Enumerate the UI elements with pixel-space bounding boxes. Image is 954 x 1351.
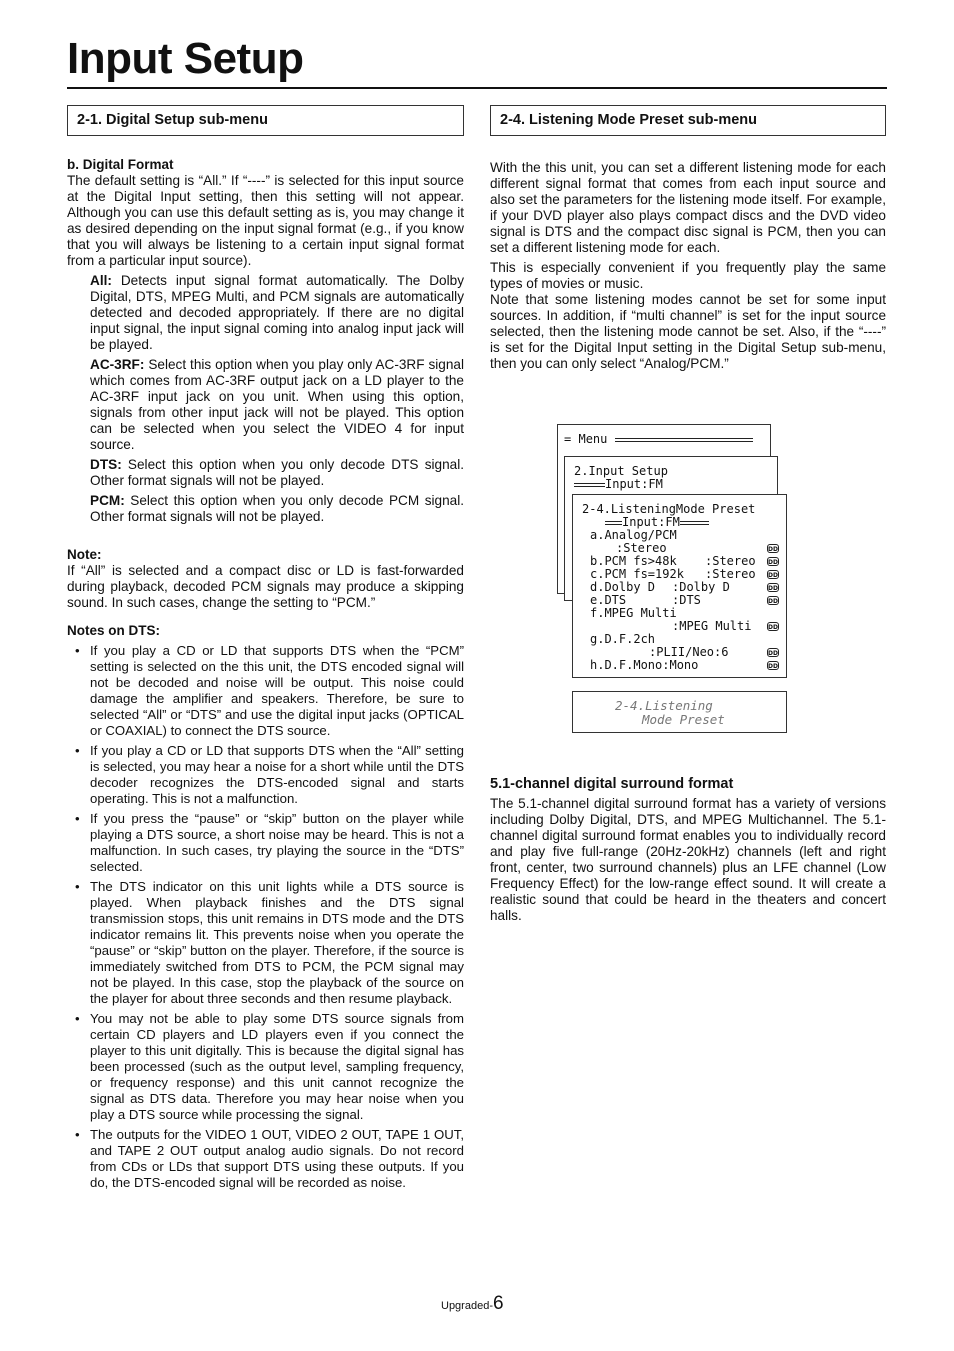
- dts-note-item: [67, 811, 464, 875]
- osd-row-dts: e.DTS: [590, 593, 627, 607]
- dolby-digital-icon: DD: [768, 546, 778, 553]
- dts-note-text: If you play a CD or LD that supports DTS when the “PCM” setting is selected on the this unit, the DTS encoded signal will not be decoded and noise will be output. This noise could damage the amplifier and speakers. Therefore, be sure to selected “All” or “DTS” and use the digital input jacks (OPTICAL or COAXIAL) to connect the DTS source.: [90, 643, 464, 738]
- option-pcm: [90, 493, 464, 525]
- surround-text: The 5.1-channel digital surround format has a variety of versions including Dolby Digital, DTS, and MPEG Multichannel. The 5.1- channel digital surround format enables you to individually record and play five full-range (20Hz-20kHz) channels (left and right front, center, two surround channels) plus an LFE channel (Low Frequency Effect) for the low-range effect sound. It will create a realistic sound that could be heard in the theaters and concert halls.: [490, 796, 886, 923]
- display-line-2: Mode Preset: [642, 712, 725, 727]
- dts-notes-heading: Notes on DTS:: [67, 623, 160, 638]
- dts-note-item: [67, 879, 464, 1007]
- intro-paragraph-2: This is especially convenient if you frequently play the same types of movies or music.: [490, 260, 886, 291]
- page-number: 6: [492, 1293, 504, 1314]
- dts-note-item: [67, 643, 464, 739]
- dolby-digital-icon: DD: [768, 585, 778, 592]
- osd-listening-preset-screen: [572, 494, 787, 678]
- osd-preset-title: 2-4.ListeningMode Preset: [582, 502, 756, 516]
- dolby-digital-icon: DD: [768, 663, 778, 670]
- osd-row-pcm-192k: c.PCM fs=192k: [590, 567, 684, 581]
- dts-note-text: You may not be able to play some DTS source signals from certain CD players and LD players even if you connect the player to this unit digitally. This is because the digital signal has been processed (such as the output level, sampling frequency, or frequency response) and this unit cannot recognize the signal as DTS data. Therefore you may hear noise when you play a DTS source while processing the signal.: [90, 1011, 464, 1122]
- osd-row-label: h.D.F.Mono: [590, 658, 663, 672]
- osd-row-mpeg-multi: f.MPEG Multi: [590, 606, 677, 620]
- option-term: DTS:: [90, 457, 122, 472]
- option-ac3rf: [90, 357, 464, 453]
- osd-row-value: :DTS: [672, 593, 701, 607]
- osd-row-value: :MPEG Multi: [672, 619, 752, 633]
- osd-input-setup-source: [574, 478, 663, 491]
- page-footer: [441, 1293, 504, 1315]
- osd-row-df-2ch: g.D.F.2ch: [590, 632, 656, 646]
- option-dts: [90, 457, 464, 489]
- option-text: Select this option when you only decode DTS signal. Other format signals will not be played.: [90, 457, 464, 488]
- input-source: Input:FM: [622, 515, 680, 529]
- digital-setup-section-header: [67, 105, 464, 136]
- option-term: All:: [90, 273, 112, 288]
- bullet-icon: •: [75, 743, 80, 758]
- osd-row-analog-pcm: a.Analog/PCM: [590, 528, 677, 542]
- front-display: [572, 691, 787, 733]
- note-heading: Note:: [67, 547, 102, 562]
- osd-menu-title: [564, 433, 753, 446]
- double-rule: [574, 483, 605, 487]
- dolby-digital-icon: DD: [768, 650, 778, 657]
- osd-row-dolby-d: d.Dolby D: [590, 580, 656, 594]
- bullet-icon: •: [75, 879, 80, 894]
- osd-row-value: :Mono: [662, 658, 699, 672]
- bullet-icon: •: [75, 1127, 80, 1142]
- right-column-surround: [490, 776, 886, 924]
- dolby-digital-icon: DD: [768, 598, 778, 605]
- dts-note-text: The outputs for the VIDEO 1 OUT, VIDEO 2 OUT, TAPE 1 OUT, and TAPE 2 OUT output analog audio signals. Do not record from CDs or LDs that support DTS using these outputs. If you do, the DTS-encoded signal will be recorded as noise.: [90, 1127, 464, 1190]
- option-text: Select this option when you only decode PCM signal. Other format signals will not be played.: [90, 493, 464, 524]
- osd-input-setup-title: 2.Input Setup: [574, 464, 668, 478]
- dolby-digital-icon: DD: [768, 572, 778, 579]
- dts-note-text: If you play a CD or LD that supports DTS when the “All” setting is selected, you may hear a noise for a short while until the DTS decoder recognizes the DTS-encoded signal and starts operating. This is not a malfunction.: [90, 743, 464, 806]
- dts-note-text: The DTS indicator on this unit lights while a DTS source is played. When playback finishes and the DTS signal transmission stops, this unit remains in DTS mode and the DTS indicator remains lit. This prevents noise when you operate the “pause” or “skip” button on the player. Therefore, if the source is immediately switched from DTS to PCM, the PCM signal may not be played. In this case, stop the playback of the source on the player for about three seconds and then resume playback.: [90, 879, 464, 1006]
- double-rule: [680, 521, 709, 525]
- display-line-1: 2-4.Listening: [615, 698, 713, 713]
- menu-label: Menu: [578, 432, 608, 446]
- listening-mode-section-header: [490, 105, 886, 136]
- bullet-icon: •: [75, 643, 80, 658]
- option-text: Detects input signal format automatically. The Dolby Digital, DTS, MPEG Multi, and PCM signals are automatically detected and decoded appropriately. If there are no digital input signal, the input signal coming into analog input jack will be played.: [90, 273, 464, 352]
- dts-note-item: [67, 743, 464, 807]
- footer-label: Upgraded-: [441, 1300, 493, 1312]
- osd-row-value: :Dolby D: [672, 580, 730, 594]
- digital-format-intro: The default setting is “All.” If “----” is selected for this input source at the Digital Input setting, then this setting will not appear. Although you can use this default setting as is, you may change it as desired depending on the input signal format (e.g., if you know that you will always be listening to a certain input signal format from a particular input source).: [67, 173, 464, 268]
- digital-setup-section-title: 2-1. Digital Setup sub-menu: [77, 112, 268, 128]
- double-rule: [615, 438, 753, 442]
- osd-row-pcm-48k: b.PCM fs>48k: [590, 554, 677, 568]
- dts-note-text: If you press the “pause” or “skip” button on the player while playing a DTS source, a short noise may be heard. This is not a malfunction. In such cases, try playing the source in the “DTS” selected.: [90, 811, 464, 874]
- osd-row-value: :Stereo: [705, 554, 756, 568]
- option-all: [90, 273, 464, 353]
- intro-paragraph-1: With the this unit, you can set a different listening mode for each different signal format that comes from each input source and also set the parameters for the listening mode itself. For example, if your DVD player also plays compact discs and the DVD video signal is DTS and the compact disc signal is PCM, then you can set a different listening mode for each.: [490, 160, 886, 255]
- dolby-digital-icon: DD: [768, 559, 778, 566]
- osd-row-value: :Stereo: [616, 541, 667, 555]
- note-text: If “All” is selected and a compact disc or LD is fast-forwarded during playback, decoded PCM signals may produce a skipping sound. In such cases, change the setting to “PCM.”: [67, 563, 464, 610]
- double-rule: [605, 521, 622, 525]
- dts-note-item: [67, 1011, 464, 1123]
- right-column-intro: [490, 160, 886, 372]
- osd-row-value: :Stereo: [705, 567, 756, 581]
- title-rule: [67, 87, 887, 89]
- dolby-digital-icon: DD: [768, 624, 778, 631]
- digital-format-heading: b. Digital Format: [67, 157, 174, 172]
- option-text: Select this option when you play only AC-3RF signal which comes from AC-3RF output jack on a LD player to the AC-3RF input jack on you unit. When using this option, signals from other input jack will not be played. This option can be selected when you select the VIDEO 4 for input source.: [90, 357, 464, 452]
- option-term: AC-3RF:: [90, 357, 145, 372]
- option-term: PCM:: [90, 493, 125, 508]
- left-column: [67, 157, 464, 1195]
- osd-row-df-mono: [590, 659, 698, 672]
- input-source: Input:FM: [605, 477, 663, 491]
- page-title: Input Setup: [67, 34, 304, 83]
- listening-mode-section-title: 2-4. Listening Mode Preset sub-menu: [500, 112, 758, 128]
- bullet-icon: •: [75, 1011, 80, 1026]
- intro-paragraph-3: Note that some listening modes cannot be set for some input sources. In addition, if “multi channel” is set for the input source selected, then the listening mode cannot be set. Also, if the “----” is set for the Digital Input setting in the Digital Setup sub-menu, then you can only select “Analog/PCM.”: [490, 292, 886, 371]
- menu-prefix: =: [564, 432, 572, 446]
- dts-note-item: [67, 1127, 464, 1191]
- surround-heading: 5.1-channel digital surround format: [490, 776, 734, 792]
- bullet-icon: •: [75, 811, 80, 826]
- osd-row-value: :PLII/Neo:6: [649, 645, 729, 659]
